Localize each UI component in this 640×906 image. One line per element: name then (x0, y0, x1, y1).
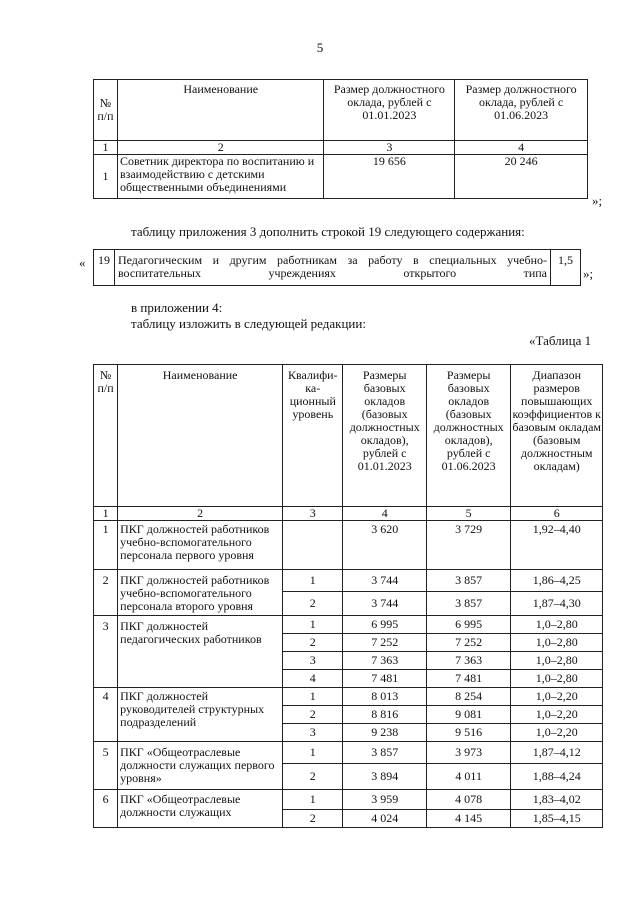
qualification-level: 3 (283, 652, 343, 670)
salary-value: 4 024 (343, 810, 426, 828)
header-cell: Размеры базовых окладов (базовых должностных окладов), рублей с 01.06.2023 (426, 365, 510, 507)
salary-value: 4 145 (426, 810, 510, 828)
group-name: ПКГ «Общеотраслевые должности служащих первого уровня» (118, 742, 283, 790)
coefficient-range: 1,0–2,80 (511, 652, 603, 670)
qualification-level: 1 (283, 688, 343, 706)
header-cell: Размер должностного оклада, рублей с 01.01.2023 (324, 80, 455, 141)
position-name: Советник директора по воспитанию и взаимодействию с детскими общественными объединениями (117, 155, 324, 199)
qualification-level: 1 (283, 742, 343, 764)
qualification-level: 2 (283, 634, 343, 652)
group-number: 3 (94, 616, 118, 688)
group-name: ПКГ должностей педагогических работников (118, 616, 283, 688)
qualification-level: 3 (283, 724, 343, 742)
column-number: 2 (118, 507, 283, 521)
coefficient-range: 1,0–2,80 (511, 634, 603, 652)
coefficient-range: 1,86–4,25 (511, 570, 603, 592)
column-number: 1 (94, 507, 118, 521)
coefficient-range: 1,0–2,80 (511, 616, 603, 634)
opening-quote: « (79, 255, 86, 270)
header-cell: № п/п (94, 80, 118, 141)
salary-value: 8 816 (343, 706, 426, 724)
coefficient-range: 1,0–2,20 (511, 706, 603, 724)
group-number: 1 (94, 521, 118, 570)
salary-value: 3 857 (343, 742, 426, 764)
column-number: 3 (324, 141, 455, 155)
qualification-level: 1 (283, 570, 343, 592)
salary-value: 7 252 (426, 634, 510, 652)
salary-value: 3 857 (426, 570, 510, 592)
salary-value: 7 363 (426, 652, 510, 670)
group-name: ПКГ должностей работников учебно-вспомогательного персонала первого уровня (118, 521, 283, 570)
group-number: 4 (94, 688, 118, 742)
salary-value: 20 246 (455, 155, 588, 199)
coefficient-range: 1,85–4,15 (511, 810, 603, 828)
coefficient-range: 1,0–2,80 (511, 670, 603, 688)
qualification-level: 2 (283, 592, 343, 616)
salary-value: 8 254 (426, 688, 510, 706)
group-name: ПКГ должностей руководителей структурных подразделений (118, 688, 283, 742)
column-number: 5 (426, 507, 510, 521)
salary-value: 3 744 (343, 592, 426, 616)
header-cell: Размеры базовых окладов (базовых должностных окладов), рублей с 01.01.2023 (343, 365, 426, 507)
salary-value: 3 729 (426, 521, 510, 570)
salary-value: 6 995 (426, 616, 510, 634)
column-number: 1 (94, 141, 118, 155)
header-cell: Квалифи-ка-ционный уровень (283, 365, 343, 507)
header-cell: Наименование (117, 80, 324, 141)
coefficient-row-table (93, 249, 581, 286)
coefficient-range: 1,92–4,40 (511, 521, 603, 570)
closing-quote: »; (592, 193, 603, 208)
table-caption: «Таблица 1 (529, 333, 592, 348)
base-salary-table (93, 364, 603, 828)
coefficient-name: Педагогическим и другим работникам за работу в специальных учебно-воспитательных учреждениях открытого типа (114, 250, 550, 286)
column-number: 3 (283, 507, 343, 521)
salary-value: 9 516 (426, 724, 510, 742)
header-cell: Диапазон размеров повышающих коэффициентов к базовым окладам (базовым должностным окладам) (511, 365, 603, 507)
qualification-level: 1 (283, 790, 343, 810)
group-number: 5 (94, 742, 118, 790)
row-number: 1 (94, 155, 118, 199)
group-name: ПКГ должностей работников учебно-вспомогательного персонала второго уровня (118, 570, 283, 616)
coefficient-range: 1,83–4,02 (511, 790, 603, 810)
salary-value: 4 078 (426, 790, 510, 810)
group-name: ПКГ «Общеотраслевые должности служащих (118, 790, 283, 828)
salary-value: 7 481 (343, 670, 426, 688)
coefficient-range: 1,88–4,24 (511, 764, 603, 790)
header-cell: Размер должностного оклада, рублей с 01.06.2023 (455, 80, 588, 141)
salary-value: 19 656 (324, 155, 455, 199)
salary-value: 7 481 (426, 670, 510, 688)
salary-value: 3 620 (343, 521, 426, 570)
page-number: 5 (316, 40, 324, 55)
salary-value: 9 238 (343, 724, 426, 742)
row-number: 19 (94, 250, 115, 286)
qualification-level: 2 (283, 706, 343, 724)
salary-value: 8 013 (343, 688, 426, 706)
paragraph: таблицу приложения 3 дополнить строкой 19 следующего содержания: (131, 224, 525, 239)
column-number: 6 (511, 507, 603, 521)
qualification-level: 2 (283, 810, 343, 828)
qualification-level: 4 (283, 670, 343, 688)
salary-value: 7 252 (343, 634, 426, 652)
salary-value: 9 081 (426, 706, 510, 724)
column-number: 4 (343, 507, 426, 521)
group-number: 2 (94, 570, 118, 616)
qualification-level: 1 (283, 616, 343, 634)
qualification-level (283, 521, 343, 570)
closing-quote: »; (583, 266, 594, 281)
salary-value: 3 744 (343, 570, 426, 592)
salary-value: 6 995 (343, 616, 426, 634)
coefficient-range: 1,0–2,20 (511, 724, 603, 742)
salary-value: 4 011 (426, 764, 510, 790)
column-number: 2 (117, 141, 324, 155)
header-cell: № п/п (94, 365, 118, 507)
group-number: 6 (94, 790, 118, 828)
salary-value: 3 894 (343, 764, 426, 790)
coefficient-range: 1,87–4,12 (511, 742, 603, 764)
salary-value: 7 363 (343, 652, 426, 670)
salary-table-director-advisor (93, 79, 588, 199)
header-cell: Наименование (118, 365, 283, 507)
salary-value: 3 857 (426, 592, 510, 616)
coefficient-value: 1,5 (551, 250, 581, 286)
column-number: 4 (455, 141, 588, 155)
coefficient-range: 1,87–4,30 (511, 592, 603, 616)
salary-value: 3 959 (343, 790, 426, 810)
qualification-level: 2 (283, 764, 343, 790)
paragraph: таблицу изложить в следующей редакции: (131, 316, 366, 331)
coefficient-range: 1,0–2,20 (511, 688, 603, 706)
paragraph: в приложении 4: (131, 300, 223, 315)
salary-value: 3 973 (426, 742, 510, 764)
